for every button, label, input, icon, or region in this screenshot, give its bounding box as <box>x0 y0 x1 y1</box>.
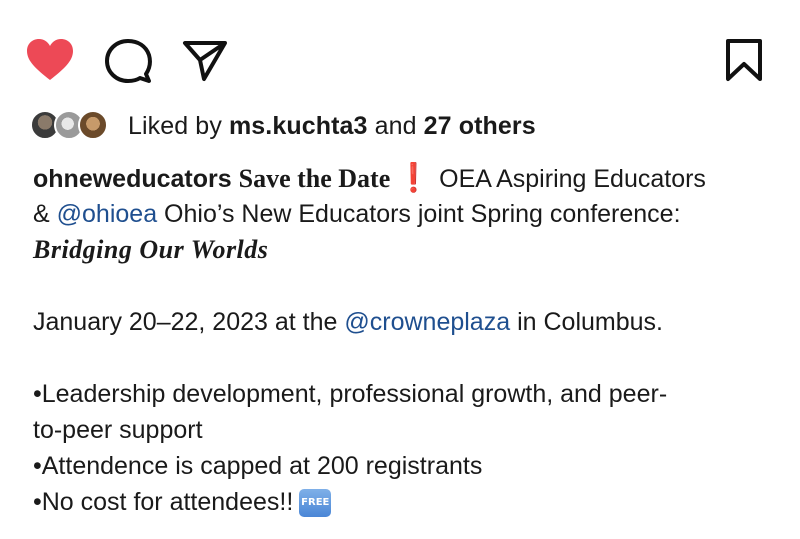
caption-text: January 20–22, 2023 at the <box>33 308 338 336</box>
caption-bullet <box>33 448 773 484</box>
comment-bubble-icon[interactable] <box>104 38 152 84</box>
caption-line <box>33 232 773 268</box>
caption-bullet-continued <box>33 412 773 448</box>
caption-line <box>33 160 773 196</box>
likes-and: and <box>374 111 417 140</box>
exclamation-icon: ❗ <box>396 162 432 193</box>
caption-spacer <box>33 340 773 376</box>
likes-text <box>128 112 536 141</box>
liker-avatars <box>30 110 120 142</box>
likes-prefix: Liked by <box>128 111 222 140</box>
caption-spacer <box>33 268 773 304</box>
caption-text: •Leadership development, professional growth, and peer- <box>33 380 668 408</box>
likes-others-count[interactable]: 27 others <box>423 111 536 140</box>
caption-headline: Save the Date <box>238 164 391 193</box>
bookmark-icon[interactable] <box>724 38 764 82</box>
caption-text: •No cost for attendees!! <box>33 488 294 516</box>
post-caption <box>33 160 773 520</box>
mention-crowneplaza[interactable]: @crowneplaza <box>344 308 511 336</box>
likes-summary[interactable] <box>30 108 536 144</box>
caption-bullet <box>33 484 773 520</box>
caption-text: Ohio’s New Educators joint Spring conference: <box>164 200 681 228</box>
liker-username[interactable]: ms.kuchta3 <box>228 111 368 140</box>
caption-line <box>33 196 773 232</box>
avatar <box>78 110 108 140</box>
caption-bullet <box>33 376 773 412</box>
caption-text: •Attendence is capped at 200 registrants <box>33 452 483 480</box>
paper-plane-icon[interactable] <box>182 40 228 82</box>
caption-text: in Columbus. <box>517 308 663 336</box>
post-action-bar <box>0 0 800 110</box>
caption-text: OEA Aspiring Educators <box>439 165 706 193</box>
heart-filled-icon[interactable] <box>26 38 74 82</box>
caption-username[interactable]: ohneweducators <box>33 165 232 193</box>
caption-text: & <box>33 200 50 228</box>
free-badge-icon: FREE <box>299 489 331 517</box>
caption-theme: Bridging Our Worlds <box>33 235 269 264</box>
caption-text: to-peer support <box>33 416 203 444</box>
caption-line <box>33 304 773 340</box>
mention-ohioea[interactable]: @ohioea <box>56 200 158 228</box>
